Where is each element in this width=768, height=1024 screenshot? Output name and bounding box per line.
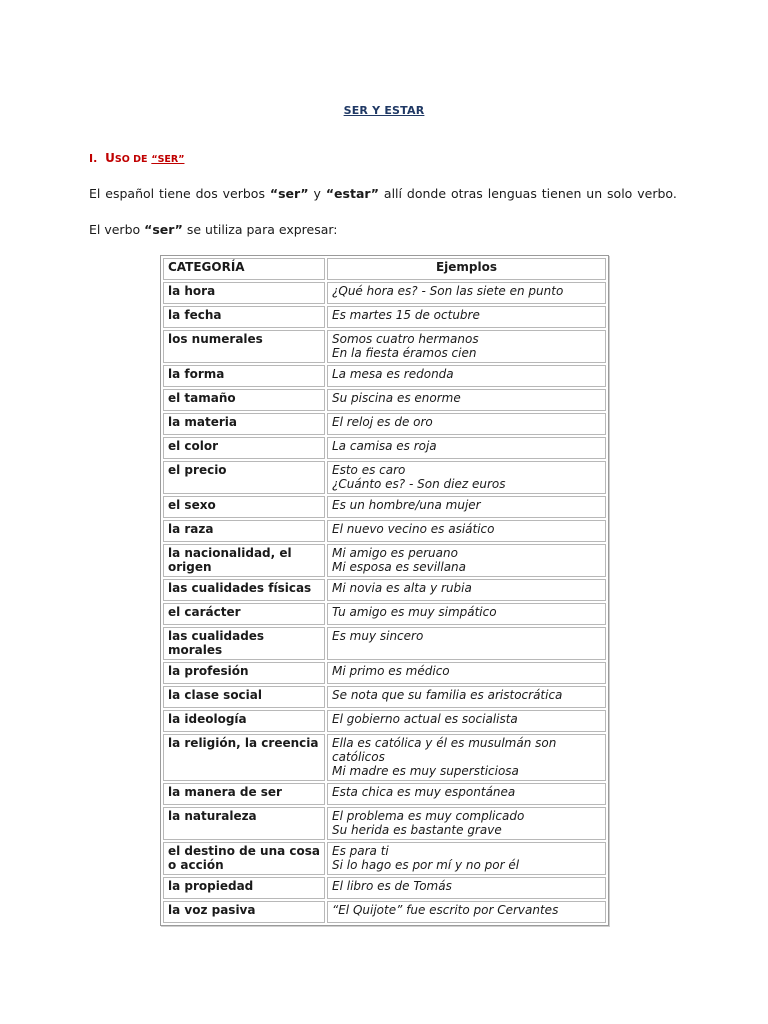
examples-cell (327, 710, 606, 732)
example-line: En la fiesta éramos cien (332, 346, 477, 360)
table-row (163, 603, 606, 625)
example-line: Somos cuatro hermanos (332, 332, 479, 346)
header-examples: Ejemplos (327, 258, 606, 280)
intro-paragraph-1-words (89, 186, 677, 202)
example-line: Esta chica es muy espontánea (332, 785, 516, 799)
intro-word: verbo. (637, 186, 677, 201)
header-category: CATEGORÍA (163, 258, 325, 280)
example-line: El problema es muy complicado (332, 809, 525, 823)
example-line: Es muy sincero (332, 629, 424, 643)
table-row (163, 330, 606, 363)
section-heading (89, 151, 184, 165)
example-line: “El Quijote” fue escrito por Cervantes (332, 903, 559, 917)
table-row (163, 365, 606, 387)
example-line: Si lo hago es por mí y no por él (332, 858, 520, 872)
category-cell: la fecha (163, 306, 325, 328)
table-row (163, 807, 606, 840)
section-heading-initial: U (105, 151, 115, 165)
examples-cell (327, 544, 606, 577)
category-cell: el color (163, 437, 325, 459)
intro-word: otras (450, 186, 483, 201)
category-cell: la materia (163, 413, 325, 435)
table-row (163, 877, 606, 899)
table-row (163, 579, 606, 601)
table-row (163, 686, 606, 708)
intro-word: lenguas (487, 186, 537, 201)
category-cell: la naturaleza (163, 807, 325, 840)
ser-table (161, 256, 608, 925)
intro-word: verbos (222, 186, 265, 201)
table-row (163, 520, 606, 542)
category-cell: la profesión (163, 662, 325, 684)
category-cell: el sexo (163, 496, 325, 518)
intro-word: español (105, 186, 155, 201)
intro-word: dos (195, 186, 218, 201)
category-cell: los numerales (163, 330, 325, 363)
intro-word: tiene (159, 186, 191, 201)
examples-cell (327, 496, 606, 518)
intro-paragraph-1 (89, 186, 677, 202)
category-cell: la forma (163, 365, 325, 387)
examples-cell (327, 901, 606, 923)
examples-cell (327, 306, 606, 328)
intro-word: un (586, 186, 603, 201)
example-line: Mi primo es médico (332, 664, 450, 678)
intro-word: El (89, 186, 101, 201)
table-row (163, 282, 606, 304)
category-cell: la hora (163, 282, 325, 304)
category-cell: la clase social (163, 686, 325, 708)
examples-cell (327, 413, 606, 435)
example-line: ¿Qué hora es? - Son las siete en punto (332, 284, 564, 298)
example-line: Su herida es bastante grave (332, 823, 502, 837)
ser-usage-table (160, 255, 609, 926)
intro-word: tienen (541, 186, 582, 201)
category-cell: las cualidades físicas (163, 579, 325, 601)
intro-word: “estar” (325, 186, 379, 201)
table-row (163, 437, 606, 459)
examples-cell (327, 365, 606, 387)
category-cell: la raza (163, 520, 325, 542)
example-line: Esto es caro (332, 463, 406, 477)
examples-cell (327, 437, 606, 459)
table-row (163, 734, 606, 781)
category-cell: la voz pasiva (163, 901, 325, 923)
example-line: La camisa es roja (332, 439, 437, 453)
section-heading-term: “SER” (151, 154, 185, 165)
examples-cell (327, 389, 606, 411)
example-line: Mi esposa es sevillana (332, 560, 467, 574)
category-cell: la religión, la creencia (163, 734, 325, 781)
example-line: Su piscina es enorme (332, 391, 461, 405)
example-line: El libro es de Tomás (332, 879, 452, 893)
examples-cell (327, 842, 606, 875)
example-line: Mi madre es muy supersticiosa (332, 764, 519, 778)
intro-p2-before: El verbo (89, 222, 145, 237)
intro-p2-after: se utiliza para expresar: (182, 222, 338, 237)
intro-word: allí (383, 186, 402, 201)
example-line: Se nota que su familia es aristocrática (332, 688, 563, 702)
category-cell: el precio (163, 461, 325, 494)
category-cell: la manera de ser (163, 783, 325, 805)
category-cell: la propiedad (163, 877, 325, 899)
example-line: Ella es católica y él es musulmán son católicos (332, 736, 557, 764)
examples-cell (327, 330, 606, 363)
table-row (163, 461, 606, 494)
document-title: SER Y ESTAR (343, 104, 425, 117)
examples-cell (327, 627, 606, 660)
intro-word: “ser” (269, 186, 309, 201)
examples-cell (327, 783, 606, 805)
category-cell: el carácter (163, 603, 325, 625)
intro-word: y (313, 186, 321, 201)
example-line: Mi amigo es peruano (332, 546, 458, 560)
example-line: El gobierno actual es socialista (332, 712, 518, 726)
intro-word: donde (406, 186, 447, 201)
examples-cell (327, 282, 606, 304)
category-cell: la nacionalidad, el origen (163, 544, 325, 577)
example-line: ¿Cuánto es? - Son diez euros (332, 477, 506, 491)
intro-paragraph-2 (89, 222, 677, 238)
example-line: Es un hombre/una mujer (332, 498, 481, 512)
category-cell: el tamaño (163, 389, 325, 411)
examples-cell (327, 734, 606, 781)
example-line: El nuevo vecino es asiático (332, 522, 495, 536)
table-row (163, 783, 606, 805)
examples-cell (327, 686, 606, 708)
intro-p2-verb: “ser” (144, 222, 183, 237)
category-cell: el destino de una cosa o acción (163, 842, 325, 875)
table-row (163, 901, 606, 923)
table-row (163, 389, 606, 411)
table-row (163, 627, 606, 660)
intro-word: solo (607, 186, 633, 201)
section-heading-text: SO DE (114, 154, 148, 165)
category-cell: las cualidades morales (163, 627, 325, 660)
example-line: Mi novia es alta y rubia (332, 581, 472, 595)
table-row (163, 662, 606, 684)
examples-cell (327, 520, 606, 542)
example-line: Tu amigo es muy simpático (332, 605, 497, 619)
table-body (163, 282, 606, 923)
table-header-row (163, 258, 606, 280)
example-line: El reloj es de oro (332, 415, 433, 429)
example-line: La mesa es redonda (332, 367, 454, 381)
examples-cell (327, 461, 606, 494)
examples-cell (327, 662, 606, 684)
table-row (163, 496, 606, 518)
category-cell: la ideología (163, 710, 325, 732)
examples-cell (327, 603, 606, 625)
table-row (163, 842, 606, 875)
table-row (163, 710, 606, 732)
table-row (163, 306, 606, 328)
table-row (163, 413, 606, 435)
examples-cell (327, 877, 606, 899)
examples-cell (327, 579, 606, 601)
example-line: Es para ti (332, 844, 389, 858)
example-line: Es martes 15 de octubre (332, 308, 480, 322)
table-row (163, 544, 606, 577)
section-number: I. (89, 152, 98, 165)
examples-cell (327, 807, 606, 840)
